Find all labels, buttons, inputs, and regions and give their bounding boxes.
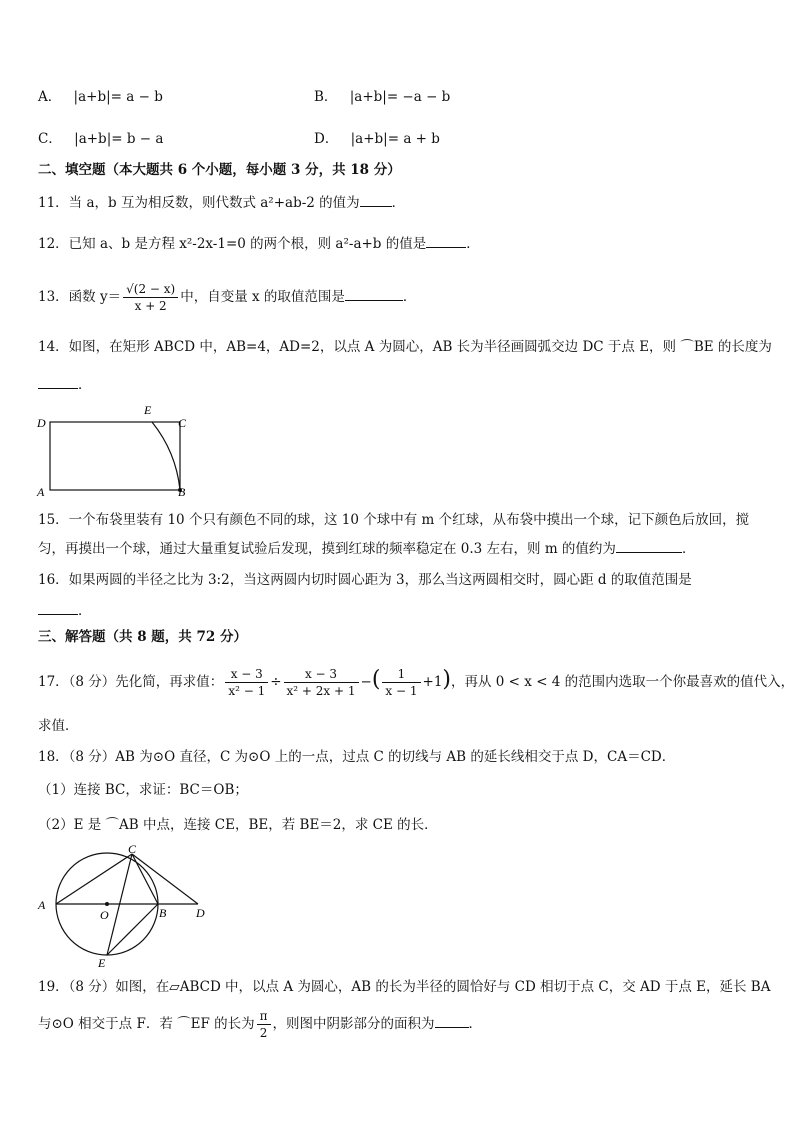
center-o <box>105 902 109 906</box>
fraction-numerator: x − 3 <box>225 666 268 683</box>
section-2-heading: 二、填空题（本大题共 6 个小题，每小题 3 分，共 18 分） <box>38 162 401 178</box>
question-19-line2 <box>38 1004 482 1044</box>
choice-d-expr: |a+b|= a + b <box>350 131 440 147</box>
question-12-text: 12．已知 a、b 是方程 x²-2x-1=0 的两个根，则 a²-a+b 的值是 <box>38 236 427 252</box>
label-a: A <box>37 485 45 499</box>
function-fraction <box>123 281 178 314</box>
label-b: B <box>159 906 167 920</box>
question-16-end: ． <box>78 603 92 619</box>
question-18-part1: （1）连接 BC，求证：BC＝OB； <box>38 782 248 798</box>
fraction-denominator: x² − 1 <box>228 684 266 698</box>
question-12-end: ． <box>466 236 480 252</box>
label-a: A <box>38 898 46 912</box>
question-14-text: 14．如图，在矩形 ABCD 中，AB=4，AD=2，以点 A 为圆心，AB 长为半径画圆弧交边 DC 于点 E，则 ⌒BE 的长度为 <box>38 339 772 355</box>
question-12 <box>38 233 480 254</box>
question-19-end: ． <box>468 1016 483 1032</box>
fraction-numerator: √(2 − x) <box>123 281 178 298</box>
question-11-end: ． <box>391 195 406 211</box>
question-13-pre: 13．函数 y＝ <box>38 289 122 305</box>
label-e: E <box>98 956 106 970</box>
question-15-text: 匀，再摸出一个球，通过大量重复试验后发现，摸到红球的频率稳定在 0.3 左右，则 m 的值约为 <box>38 541 616 557</box>
choice-d-label: D． <box>314 131 339 147</box>
fraction-1 <box>225 666 268 699</box>
choice-d <box>314 129 440 149</box>
question-16-line1: 16．如果两圆的半径之比为 3:2，当这两圆内切时圆心距为 3，那么当这两圆相交时，圆心距 d 的取值范围是 <box>38 572 692 588</box>
question-18-part2: （2）E 是 ⌒AB 中点，连接 CE，BE，若 BE＝2，求 CE 的长． <box>38 817 438 833</box>
question-11-text: 11．当 a，b 互为相反数，则代数式 a²+ab-2 的值为 <box>38 195 360 211</box>
choice-c <box>38 129 163 149</box>
question-13 <box>38 276 416 318</box>
choice-b <box>314 87 450 107</box>
choice-a-expr: |a+b|= a − b <box>73 89 163 105</box>
choice-c-expr: |a+b|= b − a <box>74 131 164 147</box>
label-c: C <box>178 416 187 430</box>
fraction-numerator: x − 3 <box>284 666 359 683</box>
plus-one: +1 <box>422 674 443 690</box>
left-paren: ( <box>371 667 381 692</box>
arc-length-fraction <box>257 1008 271 1041</box>
question-17 <box>38 660 794 700</box>
divide-sign: ÷ <box>270 674 282 690</box>
right-paren: ) <box>442 667 452 692</box>
question-13-end: ． <box>402 289 417 305</box>
question-17-post: ，再从 0 < x < 4 的范围内选取一个你最喜欢的值代入， <box>451 674 794 690</box>
answer-blank <box>426 233 466 248</box>
fraction-denominator: 2 <box>259 1026 268 1040</box>
question-14-end: ． <box>78 377 92 393</box>
answer-blank <box>360 192 392 207</box>
answer-blank <box>38 600 78 615</box>
question-16-answer <box>38 600 92 621</box>
question-18-line1: 18．（8 分）AB 为⊙O 直径，C 为⊙O 上的一点，过点 C 的切线与 AB 的延长线相交于点 D，CA＝CD． <box>38 749 676 765</box>
rectangle-abcd <box>50 422 180 490</box>
section-3-heading: 三、解答题（共 8 题，共 72 分） <box>38 629 247 645</box>
question-19-line1: 19．（8 分）如图，在▱ABCD 中，以点 A 为圆心，AB 的长为半径的圆恰好与 CD 相切于点 C，交 AD 于点 E，延长 BA <box>38 979 771 995</box>
label-b: B <box>178 485 186 499</box>
answer-blank <box>616 538 682 553</box>
label-c: C <box>128 843 137 856</box>
choice-c-label: C． <box>38 131 62 147</box>
fraction-3 <box>382 666 420 699</box>
circle-figure <box>34 843 214 971</box>
question-15-end: ． <box>681 541 696 557</box>
answer-blank <box>435 1013 469 1028</box>
question-11 <box>38 192 405 213</box>
fraction-2 <box>284 666 359 699</box>
answer-blank <box>38 374 78 389</box>
choice-a-label: A． <box>38 89 62 105</box>
rectangle-figure <box>34 400 204 502</box>
minus-sign: − <box>360 674 372 690</box>
answer-blank <box>345 286 403 301</box>
question-19-post: ，则图中阴影部分的面积为 <box>272 1016 435 1032</box>
arc-be <box>152 422 180 490</box>
question-17-line2: 求值． <box>38 718 79 734</box>
fraction-denominator: x² + 2x + 1 <box>286 684 356 698</box>
line-ac <box>56 854 132 904</box>
question-17-pre: 17．（8 分）先化简，再求值： <box>38 674 224 690</box>
line-eb <box>107 904 158 955</box>
fraction-denominator: x + 2 <box>134 299 167 313</box>
label-o: O <box>100 908 109 922</box>
question-15-line2 <box>38 538 695 559</box>
label-d: D <box>196 906 205 920</box>
fraction-denominator: x − 1 <box>385 684 418 698</box>
line-cb <box>132 854 158 904</box>
question-13-post: 中，自变量 x 的取值范围是 <box>180 289 345 305</box>
question-19-pre: 与⊙O 相交于点 F．若 ⌒EF 的长为 <box>38 1016 255 1032</box>
question-15-line1: 15．一个布袋里装有 10 个只有颜色不同的球，这 10 个球中有 m 个红球，从布袋中摸出一个球，记下颜色后放回，搅 <box>38 512 750 528</box>
line-cd <box>132 854 198 904</box>
choice-b-label: B． <box>314 89 338 105</box>
label-d: D <box>37 416 46 430</box>
fraction-numerator: π <box>257 1008 271 1025</box>
choice-a <box>38 87 163 107</box>
question-14-answer <box>38 374 92 395</box>
fraction-numerator: 1 <box>382 666 420 683</box>
choice-b-expr: |a+b|= −a − b <box>349 89 451 105</box>
label-e: E <box>144 403 152 417</box>
